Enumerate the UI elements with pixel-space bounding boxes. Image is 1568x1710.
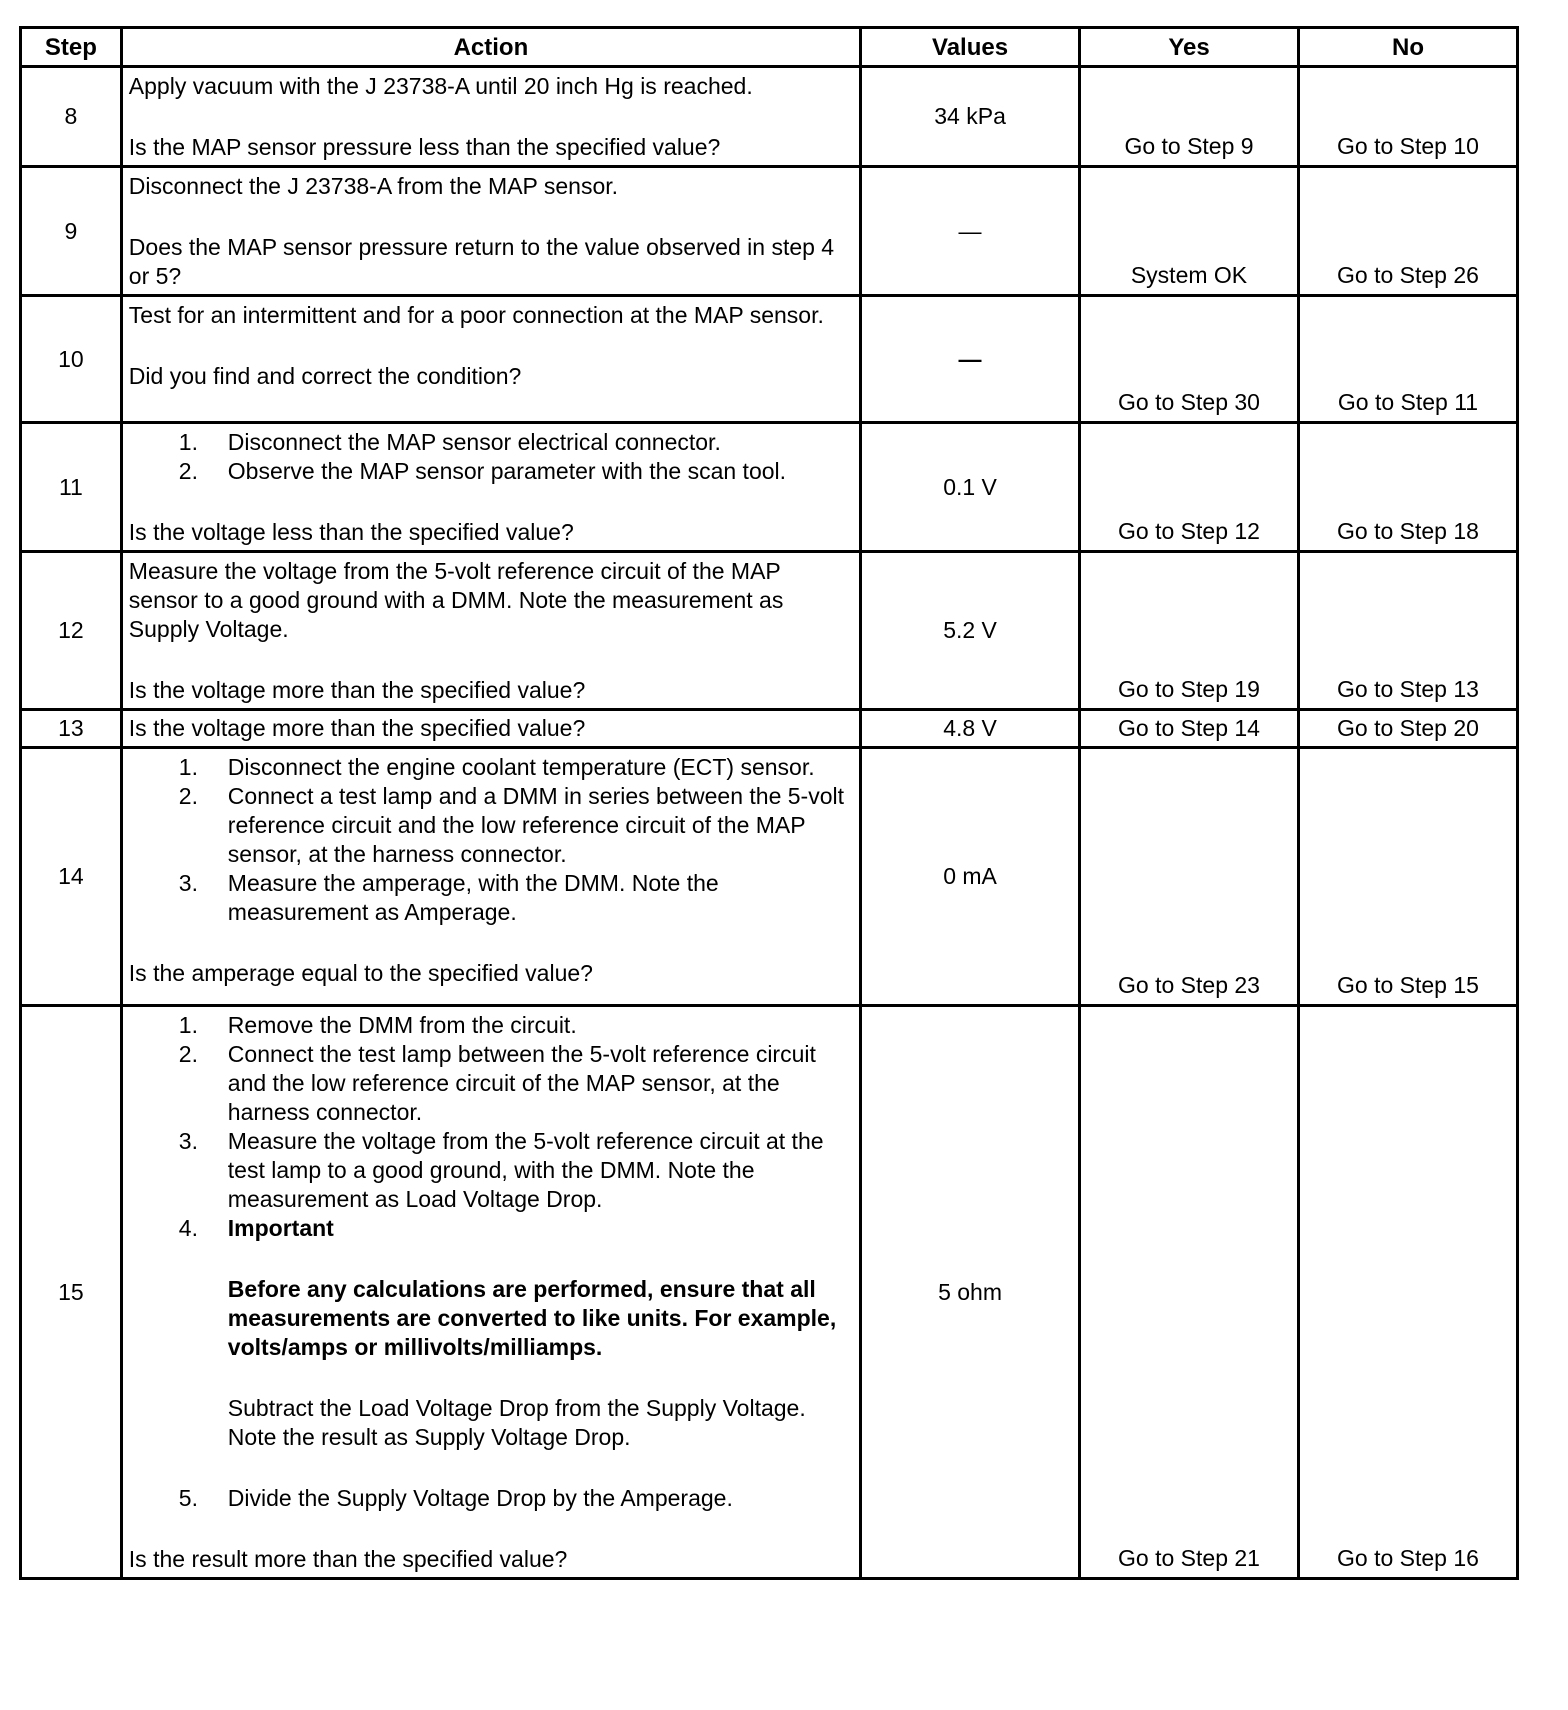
substep-item (129, 1127, 853, 1214)
value-cell: 0.1 V (862, 424, 1081, 553)
substep-list (129, 753, 853, 927)
step-number: 13 (22, 711, 123, 749)
value-cell: — (862, 297, 1081, 424)
action-cell (123, 168, 862, 297)
substep-text: Disconnect the engine coolant temperature (ECT) sensor. (227, 754, 815, 780)
header-row (22, 29, 1519, 68)
substep-number: 1. (178, 1012, 198, 1038)
action-cell (123, 749, 862, 1007)
yes-cell: System OK (1081, 168, 1300, 297)
important-note: Before any calculations are performed, ensure that all measurements are converted to like units. For example, volts/amps or millivolts/milliamps. (227, 1276, 837, 1360)
action-cell (123, 424, 862, 553)
substep-text: Measure the voltage from the 5-volt reference circuit at the test lamp to a good ground, with the DMM. Note the measurement as Load Voltage Drop. (227, 1128, 824, 1212)
action-cell (123, 553, 862, 711)
header-yes: Yes (1081, 29, 1300, 68)
substep-text: Observe the MAP sensor parameter with the scan tool. (227, 458, 787, 484)
table-row (22, 711, 1519, 749)
action-question: Is the voltage more than the specified value? (128, 677, 586, 703)
action-question: Is the amperage equal to the specified value? (128, 960, 593, 986)
substep-text: Disconnect the MAP sensor electrical connector. (227, 429, 721, 455)
header-values: Values (862, 29, 1081, 68)
no-cell: Go to Step 26 (1300, 168, 1519, 297)
action-question: Does the MAP sensor pressure return to the value observed in step 4 or 5? (128, 234, 835, 289)
action-cell (123, 711, 862, 749)
substep-item (129, 1011, 853, 1040)
action-text: Disconnect the J 23738-A from the MAP sensor. (128, 173, 619, 199)
action-question: Is the MAP sensor pressure less than the specified value? (128, 134, 721, 160)
substep-text: Divide the Supply Voltage Drop by the Amperage. (227, 1485, 733, 1511)
table-row (22, 168, 1519, 297)
header-action: Action (123, 29, 862, 68)
action-cell (123, 68, 862, 168)
substep-item (129, 1484, 853, 1513)
substep-item (129, 753, 853, 782)
substep-item (129, 457, 853, 486)
substep-number: 5. (178, 1485, 198, 1511)
value-cell: 34 kPa (862, 68, 1081, 168)
substep-number: 2. (178, 783, 198, 809)
yes-cell: Go to Step 30 (1081, 297, 1300, 424)
substep-text: Connect the test lamp between the 5-volt reference circuit and the low reference circuit of the MAP sensor, at the harness connector. (227, 1041, 816, 1125)
step-number: 8 (22, 68, 123, 168)
action-cell (123, 297, 862, 424)
substep-list (129, 428, 853, 486)
yes-cell: Go to Step 23 (1081, 749, 1300, 1007)
substep-item (129, 1214, 853, 1484)
substep-text: Connect a test lamp and a DMM in series between the 5-volt reference circuit and the low reference circuit of the MAP sensor, at the harness connector. (227, 783, 844, 867)
action-question: Did you find and correct the condition? (128, 363, 522, 389)
step-number: 14 (22, 749, 123, 1007)
substep-number: 4. (178, 1215, 198, 1241)
substep-number: 2. (178, 458, 198, 484)
table-row (22, 68, 1519, 168)
substep-text: Measure the amperage, with the DMM. Note the measurement as Amperage. (227, 870, 719, 925)
table-row (22, 749, 1519, 1007)
diagnostic-table (19, 26, 1519, 1580)
substep-number: 3. (178, 1128, 198, 1154)
no-cell: Go to Step 18 (1300, 424, 1519, 553)
substep-item (129, 782, 853, 869)
table-row (22, 1007, 1519, 1580)
action-question: Is the voltage more than the specified value? (128, 715, 586, 741)
substep-number: 3. (178, 870, 198, 896)
yes-cell: Go to Step 12 (1081, 424, 1300, 553)
no-cell: Go to Step 11 (1300, 297, 1519, 424)
step-number: 10 (22, 297, 123, 424)
value-cell: 4.8 V (862, 711, 1081, 749)
action-question: Is the voltage less than the specified value? (128, 519, 574, 545)
action-text: Test for an intermittent and for a poor connection at the MAP sensor. (128, 302, 824, 328)
table-row (22, 297, 1519, 424)
step-number: 11 (22, 424, 123, 553)
action-text: Measure the voltage from the 5-volt reference circuit of the MAP sensor to a good ground with a DMM. Note the measurement as Supply Voltage. (128, 558, 784, 642)
action-question: Is the result more than the specified value? (128, 1546, 568, 1572)
no-cell: Go to Step 10 (1300, 68, 1519, 168)
step-number: 9 (22, 168, 123, 297)
yes-cell: Go to Step 19 (1081, 553, 1300, 711)
action-text: Apply vacuum with the J 23738-A until 20 inch Hg is reached. (128, 73, 753, 99)
header-no: No (1300, 29, 1519, 68)
value-cell: — (862, 168, 1081, 297)
substep-number: 1. (178, 754, 198, 780)
action-cell (123, 1007, 862, 1580)
substep-item (129, 428, 853, 457)
yes-cell: Go to Step 14 (1081, 711, 1300, 749)
substep-number: 2. (178, 1041, 198, 1067)
yes-cell: Go to Step 21 (1081, 1007, 1300, 1580)
important-title: Important (227, 1215, 334, 1241)
step-number: 15 (22, 1007, 123, 1580)
no-cell: Go to Step 15 (1300, 749, 1519, 1007)
substep-number: 1. (178, 429, 198, 455)
no-cell: Go to Step 16 (1300, 1007, 1519, 1580)
header-step: Step (22, 29, 123, 68)
substep-text: Subtract the Load Voltage Drop from the Supply Voltage. Note the result as Supply Voltage Drop. (227, 1395, 806, 1450)
no-cell: Go to Step 20 (1300, 711, 1519, 749)
yes-cell: Go to Step 9 (1081, 68, 1300, 168)
substep-text: Remove the DMM from the circuit. (227, 1012, 577, 1038)
no-cell: Go to Step 13 (1300, 553, 1519, 711)
step-number: 12 (22, 553, 123, 711)
table-row (22, 553, 1519, 711)
value-cell: 0 mA (862, 749, 1081, 1007)
substep-list (129, 1011, 853, 1513)
substep-item (129, 1040, 853, 1127)
substep-item (129, 869, 853, 927)
value-cell: 5 ohm (862, 1007, 1081, 1580)
table-row (22, 424, 1519, 553)
value-cell: 5.2 V (862, 553, 1081, 711)
